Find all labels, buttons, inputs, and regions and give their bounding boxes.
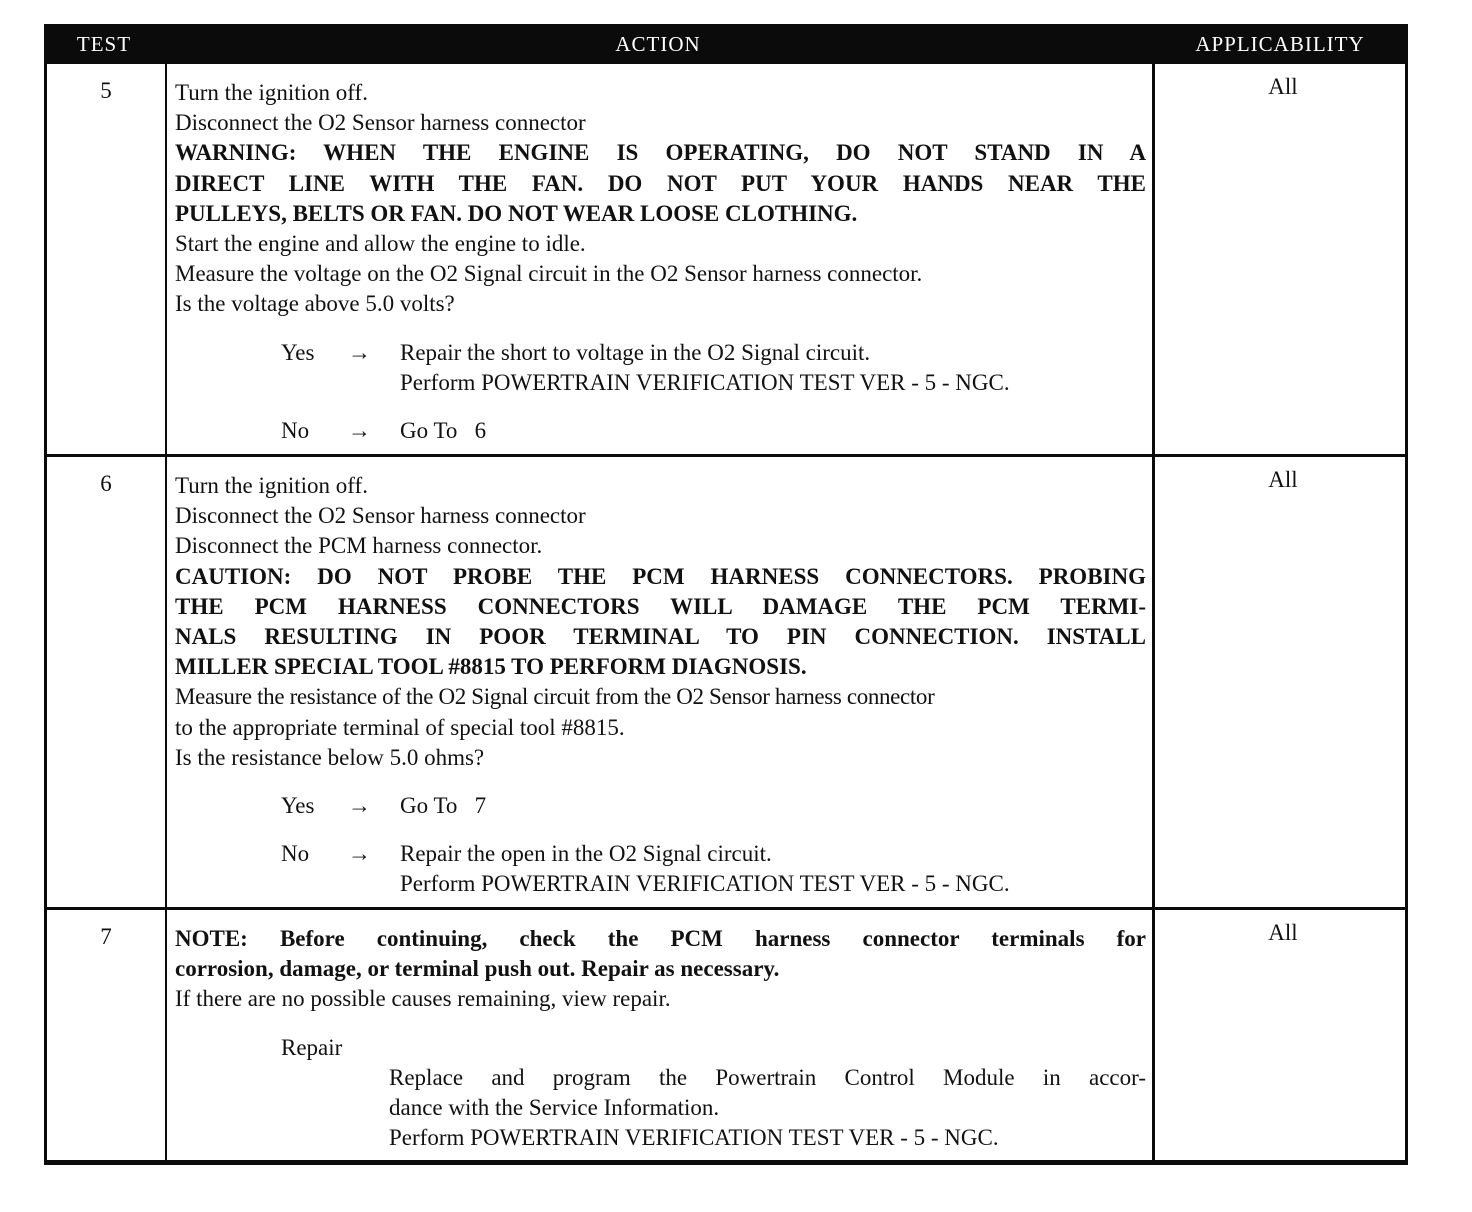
repair-line: Replace and program the Powertrain Control Module in accor-	[389, 1064, 1146, 1090]
action-step: Disconnect the O2 Sensor harness connector	[175, 503, 586, 529]
yes-branch	[175, 338, 1146, 398]
action-step: Turn the ignition off.	[175, 473, 368, 498]
note-text	[175, 924, 1146, 984]
note-line: NOTE: Before continuing, check the PCM harness connector terminals for	[175, 926, 1146, 951]
warning-line: DIRECT LINE WITH THE FAN. DO NOT PUT YOUR HANDS NEAR THE	[175, 170, 1146, 196]
action-cell	[167, 910, 1155, 1160]
repair-label: Repair	[281, 1034, 343, 1060]
caution-line: CAUTION: DO NOT PROBE THE PCM HARNESS CONNECTORS. PROBING	[175, 563, 1146, 589]
yes-label: Yes	[281, 339, 315, 365]
result-line: Go To 6	[400, 418, 487, 444]
no-result	[400, 839, 1146, 899]
test-number: 6	[47, 457, 167, 907]
action-cell	[167, 457, 1155, 907]
header-applicability: APPLICABILITY	[1195, 31, 1365, 56]
caution-text	[175, 562, 1146, 683]
action-question: Is the resistance below 5.0 ohms?	[175, 744, 485, 770]
diagnostic-table	[44, 24, 1408, 1165]
action-step: Measure the resistance of the O2 Signal circuit from the O2 Sensor harness connector	[175, 684, 935, 710]
yes-label: Yes	[281, 793, 315, 819]
action-step: Turn the ignition off.	[175, 80, 368, 105]
test-number: 5	[47, 64, 167, 454]
arrow-icon: →	[348, 793, 371, 819]
no-result	[400, 416, 1146, 446]
no-label: No	[281, 841, 310, 867]
result-line: Go To 7	[400, 793, 487, 819]
no-branch	[175, 416, 1146, 446]
note-line: corrosion, damage, or terminal push out. Repair as necessary.	[175, 956, 780, 982]
table-header	[44, 24, 1408, 64]
repair-line: Perform POWERTRAIN VERIFICATION TEST VER - 5 - NGC.	[389, 1125, 999, 1151]
action-step: to the appropriate terminal of special tool #8815.	[175, 714, 625, 740]
action-step: Start the engine and allow the engine to idle.	[175, 231, 586, 257]
caution-line: NALS RESULTING IN POOR TERMINAL TO PIN CONNECTION. INSTALL	[175, 624, 1146, 650]
caution-line: THE PCM HARNESS CONNECTORS WILL DAMAGE THE PCM TERMI-	[175, 593, 1146, 619]
applicability-value: All	[1268, 920, 1298, 945]
applicability-value: All	[1268, 74, 1298, 99]
applicability-value: All	[1268, 467, 1298, 492]
warning-text	[175, 138, 1146, 229]
no-branch	[175, 839, 1146, 899]
header-test: TEST	[76, 31, 132, 56]
warning-line: PULLEYS, BELTS OR FAN. DO NOT WEAR LOOSE CLOTHING.	[175, 200, 858, 226]
table-row-test-6	[44, 457, 1408, 910]
table-row-test-5	[44, 64, 1408, 457]
action-step: Measure the voltage on the O2 Signal circuit in the O2 Sensor harness connector.	[175, 261, 923, 287]
repair-line: dance with the Service Information.	[389, 1095, 720, 1121]
no-label: No	[281, 418, 310, 444]
result-line: Perform POWERTRAIN VERIFICATION TEST VER - 5 - NGC.	[400, 369, 1010, 395]
warning-line: WARNING: WHEN THE ENGINE IS OPERATING, DO NOT STAND IN A	[175, 140, 1146, 166]
result-line: Repair the open in the O2 Signal circuit.	[400, 841, 772, 867]
table-row-test-7	[44, 910, 1408, 1165]
result-line: Repair the short to voltage in the O2 Signal circuit.	[400, 339, 871, 365]
result-line: Perform POWERTRAIN VERIFICATION TEST VER - 5 - NGC.	[400, 871, 1010, 897]
arrow-icon: →	[348, 841, 371, 867]
yes-result	[400, 791, 1146, 821]
action-step: Disconnect the O2 Sensor harness connector	[175, 110, 586, 136]
yes-result	[400, 338, 1146, 398]
yes-branch	[175, 791, 1146, 821]
arrow-icon: →	[348, 418, 371, 444]
caution-line: MILLER SPECIAL TOOL #8815 TO PERFORM DIAGNOSIS.	[175, 654, 807, 680]
arrow-icon: →	[348, 339, 371, 365]
action-step: If there are no possible causes remaining, view repair.	[175, 986, 671, 1012]
repair-instructions	[175, 1063, 1146, 1154]
action-question: Is the voltage above 5.0 volts?	[175, 291, 455, 317]
header-action: ACTION	[615, 31, 701, 56]
test-number: 7	[47, 910, 167, 1160]
action-cell	[167, 64, 1155, 454]
action-step: Disconnect the PCM harness connector.	[175, 533, 543, 559]
